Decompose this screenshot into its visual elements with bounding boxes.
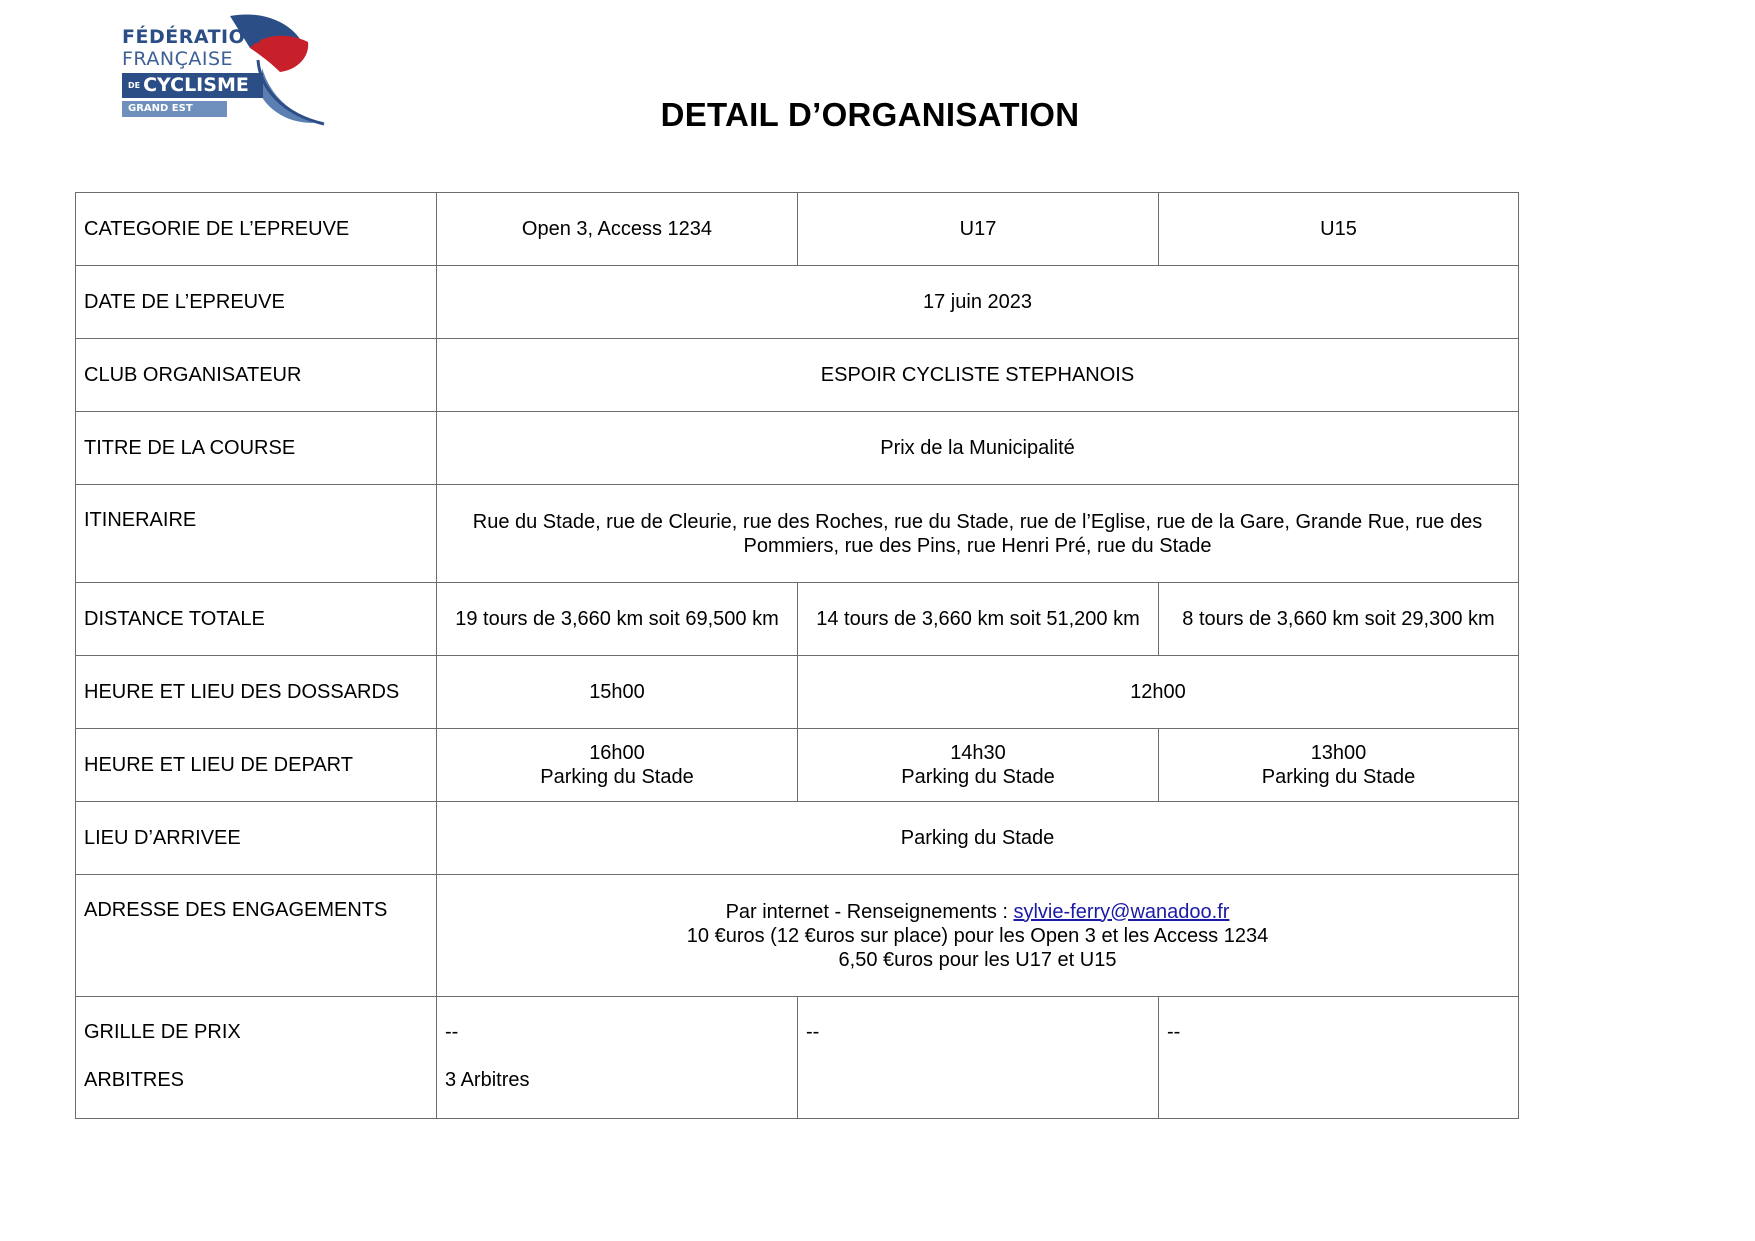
categorie-open: Open 3, Access 1234 [437,193,798,266]
engagements-line-3: 6,50 €uros pour les U17 et U15 [838,948,1117,971]
label-arrivee: LIEU D’ARRIVEE [76,802,437,875]
label-grille: GRILLE DE PRIX [84,1021,241,1043]
logo-line-cyclisme [122,73,263,98]
page-title: DETAIL D’ORGANISATION [660,96,1080,133]
dossards-u17-u15: 12h00 [798,656,1519,729]
logo-de: DE [128,80,141,90]
grille-open-value: -- [445,1021,459,1043]
engagements-value [437,875,1519,997]
row-depart [76,729,1519,802]
date-value: 17 juin 2023 [437,266,1519,339]
grille-u17 [798,997,1159,1119]
row-grille-arbitres [76,997,1519,1119]
row-dossards [76,656,1519,729]
depart-u15 [1159,729,1519,802]
label-categorie: CATEGORIE DE L’EPREUVE [76,193,437,266]
label-club: CLUB ORGANISATEUR [76,339,437,412]
arbitres-value: 3 Arbitres [445,1069,530,1091]
itineraire-line-2: Pommiers, rue des Pins, rue Henri Pré, rue du Stade [743,534,1212,557]
depart-u17-place: Parking du Stade [901,766,1055,788]
depart-u15-place: Parking du Stade [1261,766,1416,788]
grille-u17-value: -- [806,1021,820,1043]
row-categorie [76,193,1519,266]
label-titre: TITRE DE LA COURSE [76,412,437,485]
label-itineraire: ITINERAIRE [76,485,437,583]
logo-line-francaise: FRANÇAISE [122,48,234,70]
logo-cyclisme-text: CYCLISME [143,74,249,96]
label-distance: DISTANCE TOTALE [76,583,437,656]
row-distance [76,583,1519,656]
depart-open-place: Parking du Stade [540,766,694,788]
logo-line-grand-est: GRAND EST [122,101,227,117]
dossards-open: 15h00 [437,656,798,729]
categorie-u15: U15 [1159,193,1519,266]
label-engagements: ADRESSE DES ENGAGEMENTS [76,875,437,997]
engagements-line-2: 10 €uros (12 €uros sur place) pour les Open 3 et les Access 1234 [686,924,1269,947]
label-depart: HEURE ET LIEU DE DEPART [76,729,437,802]
row-engagements [76,875,1519,997]
label-dossards: HEURE ET LIEU DES DOSSARDS [76,656,437,729]
row-itineraire [76,485,1519,583]
titre-value: Prix de la Municipalité [437,412,1519,485]
depart-u17-time: 14h30 [950,742,1006,764]
row-titre [76,412,1519,485]
depart-u17 [798,729,1159,802]
categorie-u17: U17 [798,193,1159,266]
label-arbitres: ARBITRES [84,1069,185,1091]
distance-u17: 14 tours de 3,660 km soit 51,200 km [798,583,1159,656]
club-value: ESPOIR CYCLISTE STEPHANOIS [437,339,1519,412]
label-date: DATE DE L’EPREUVE [76,266,437,339]
distance-u15: 8 tours de 3,660 km soit 29,300 km [1159,583,1519,656]
logo-line-federation: FÉDÉRATION [122,26,262,48]
grille-u15 [1159,997,1519,1119]
row-date [76,266,1519,339]
depart-u15-time: 13h00 [1310,742,1367,764]
itineraire-line-1: Rue du Stade, rue de Cleurie, rue des Roches, rue du Stade, rue de l’Eglise, rue de la Gare, Grande Rue, rue des [472,510,1483,533]
grille-open [437,997,798,1119]
arrivee-value: Parking du Stade [437,802,1519,875]
organisation-table [75,192,1519,1119]
engagements-prefix: Par internet - Renseignements : [725,900,1014,923]
grille-u15-value: -- [1167,1021,1181,1043]
row-arrivee [76,802,1519,875]
contact-email-link[interactable]: sylvie-ferry@wanadoo.fr [1013,900,1230,923]
distance-open: 19 tours de 3,660 km soit 69,500 km [437,583,798,656]
row-club [76,339,1519,412]
itineraire-value [437,485,1519,583]
depart-open [437,729,798,802]
label-grille-arbitres [76,997,437,1119]
depart-open-time: 16h00 [589,742,645,764]
engagements-line-1 [445,900,1510,924]
